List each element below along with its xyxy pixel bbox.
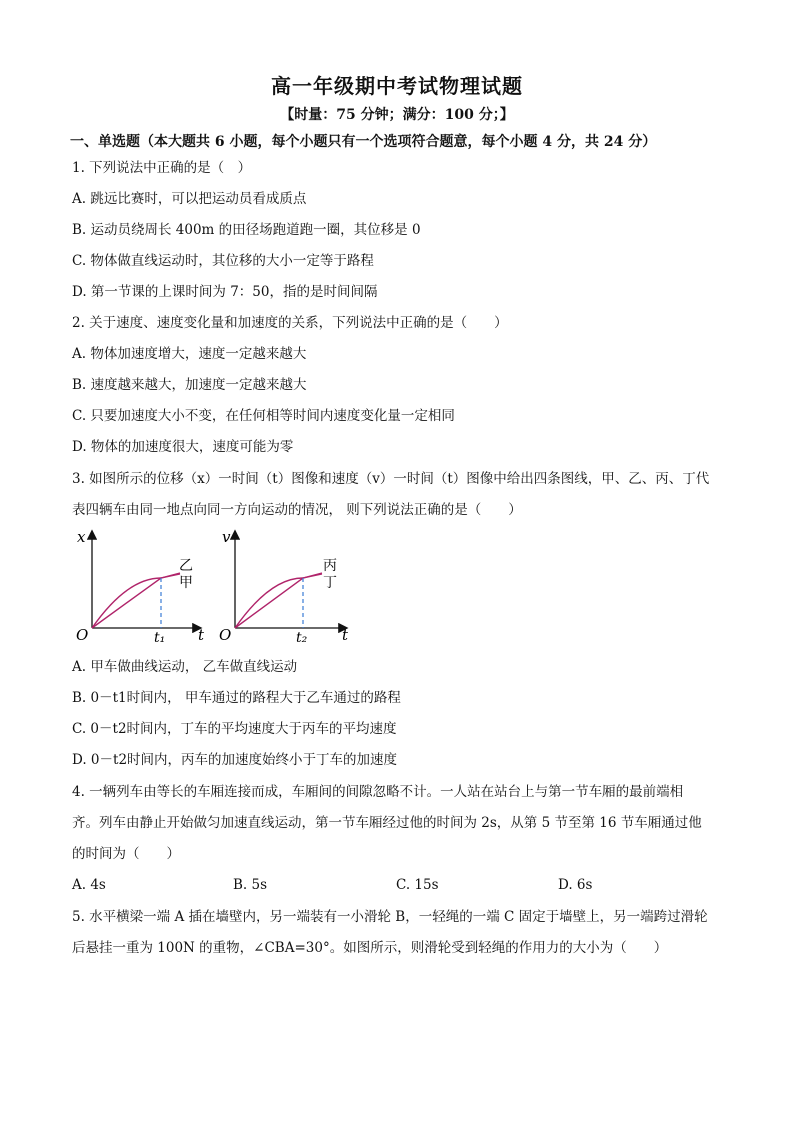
vt-origin-label: O <box>219 626 232 644</box>
curve-yi-label: 乙 <box>179 558 193 574</box>
t2-label: t₂ <box>296 630 308 646</box>
xt-y-axis-label: x <box>77 528 86 546</box>
xt-origin-label: O <box>76 626 89 644</box>
curve-ding <box>235 574 322 628</box>
question-1-option-b: B. 运动员绕周长 400m 的田径场跑道跑一圈，其位移是 0 <box>72 222 421 238</box>
curve-bing <box>235 573 322 628</box>
vt-x-axis-label: t <box>342 626 349 644</box>
vt-graph <box>219 528 349 646</box>
curve-jia <box>92 574 180 628</box>
question-3-stem-line-2: 表四辆车由同一地点向同一方向运动的情况， 则下列说法正确的是（ ） <box>72 502 522 518</box>
question-3-option-d: D. 0－t2时间内，丙车的加速度始终小于丁车的加速度 <box>72 752 398 768</box>
question-3-figure <box>72 528 362 648</box>
question-4-stem-line-2: 齐。列车由静止开始做匀加速直线运动，第一节车厢经过他的时间为 2s，从第 5 节至第 16 节车厢通过他 <box>72 815 702 831</box>
question-3-option-b: B. 0－t1时间内， 甲车通过的路程大于乙车通过的路程 <box>72 690 401 706</box>
question-2-option-d: D. 物体的加速度很大，速度可能为零 <box>72 439 294 455</box>
question-3-option-a: A. 甲车做曲线运动， 乙车做直线运动 <box>72 659 298 675</box>
question-4-option-c: C. 15s <box>396 877 439 893</box>
xt-x-axis-label: t <box>198 626 205 644</box>
question-4-option-a: A. 4s <box>72 877 106 893</box>
section-heading: 一、单选题（本大题共 6 小题，每个小题只有一个选项符合题意，每个小题 4 分，共 24 分） <box>70 134 657 150</box>
question-2-option-c: C. 只要加速度大小不变，在任何相等时间内速度变化量一定相同 <box>72 408 455 424</box>
t1-label: t₁ <box>154 630 166 646</box>
question-1-option-a: A. 跳远比赛时，可以把运动员看成质点 <box>72 191 307 207</box>
question-2-stem: 2. 关于速度、速度变化量和加速度的关系，下列说法中正确的是（ ） <box>72 315 508 331</box>
question-2-option-a: A. 物体加速度增大，速度一定越来越大 <box>72 346 307 362</box>
xt-graph <box>76 528 205 646</box>
question-2-option-b: B. 速度越来越大，加速度一定越来越大 <box>72 377 307 393</box>
question-4-stem-line-3: 的时间为（ ） <box>72 846 180 862</box>
question-5-stem-line-2: 后悬挂一重为 100N 的重物，∠CBA=30°。如图所示，则滑轮受到轻绳的作用力的大小为（ ） <box>72 940 668 956</box>
curve-jia-label: 甲 <box>179 575 193 591</box>
question-4-option-d: D. 6s <box>558 877 593 893</box>
curve-ding-label: 丁 <box>323 575 337 591</box>
curve-yi <box>92 573 180 628</box>
question-5-stem-line-1: 5. 水平横梁一端 A 插在墙壁内，另一端装有一小滑轮 B，一轻绳的一端 C 固定于墙壁上，另一端跨过滑轮 <box>72 909 708 925</box>
question-1-option-c: C. 物体做直线运动时，其位移的大小一定等于路程 <box>72 253 374 269</box>
question-3-option-c: C. 0－t2时间内，丁车的平均速度大于丙车的平均速度 <box>72 721 397 737</box>
question-3-stem-line-1: 3. 如图所示的位移（x）一时间（t）图像和速度（v）一时间（t）图像中给出四条图线，甲、乙、丙、丁代 <box>72 471 710 487</box>
question-1-option-d: D. 第一节课的上课时间为 7：50，指的是时间间隔 <box>72 284 378 300</box>
question-4-option-b: B. 5s <box>233 877 268 893</box>
question-4-stem-line-1: 4. 一辆列车由等长的车厢连接而成，车厢间的间隙忽略不计。一人站在站台上与第一节车厢的最前端相 <box>72 784 684 800</box>
vt-y-axis-label: v <box>222 528 231 546</box>
page-title: 高一年级期中考试物理试题 <box>271 74 523 98</box>
exam-info: 【时量：75 分钟；满分：100 分；】 <box>280 107 514 123</box>
curve-bing-label: 丙 <box>323 558 337 574</box>
question-1-stem: 1. 下列说法中正确的是（ ） <box>72 160 252 176</box>
